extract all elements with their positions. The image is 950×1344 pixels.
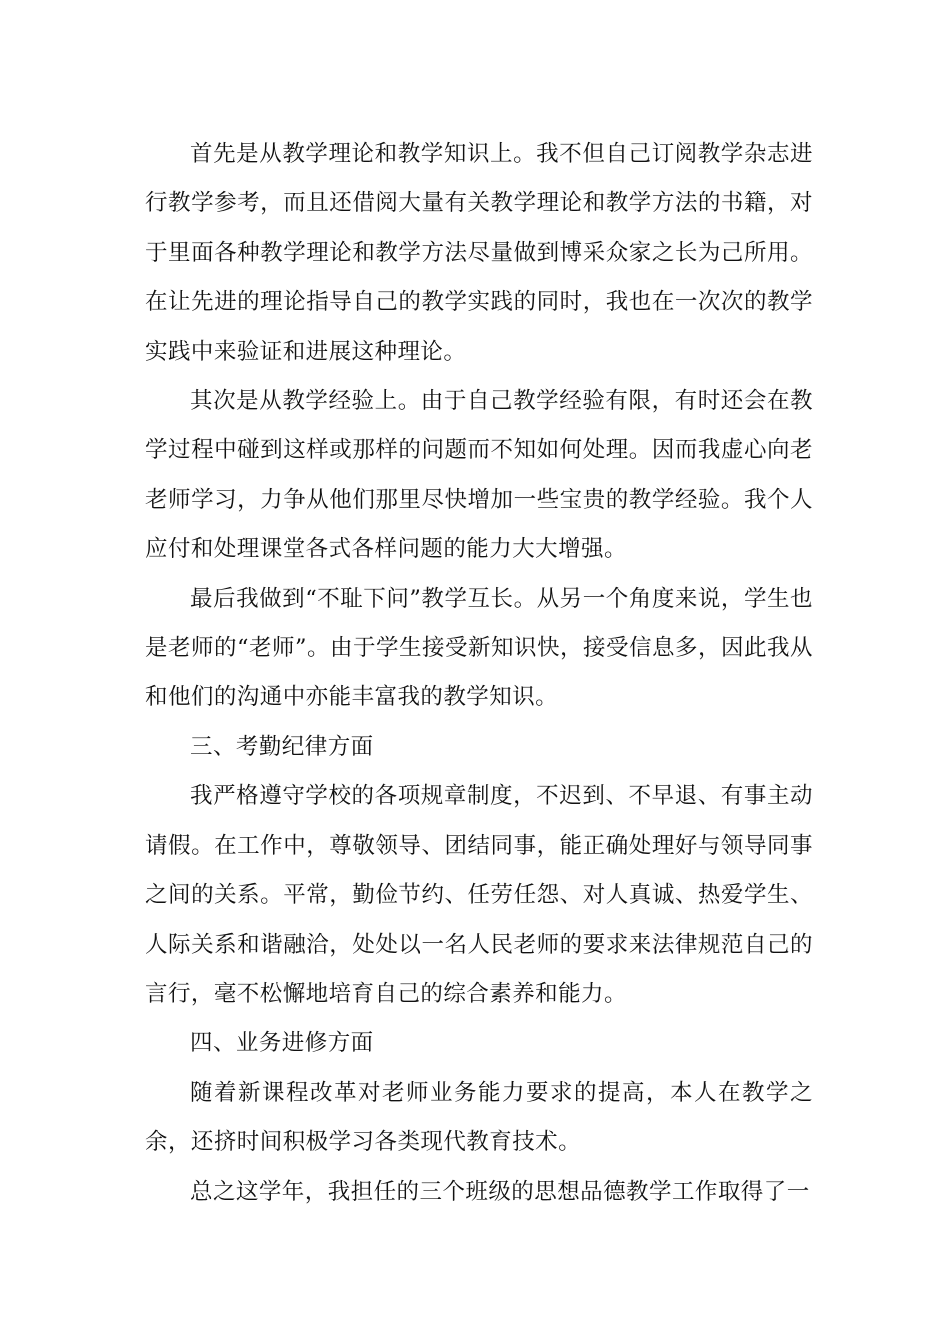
paragraph-professional-study: 随着新课程改革对老师业务能力要求的提高，本人在教学之余，还挤时间积极学习各类现代教育技术。 [145, 1079, 813, 1156]
paragraph-theory-knowledge: 首先是从教学理论和教学知识上。我不但自己订阅教学杂志进行教学参考，而且还借阅大量有关教学理论和教学方法的书籍，对于里面各种教学理论和教学方法尽量做到博采众家之长为己所用。在让先进的理论指导自己的教学实践的同时，我也在一次次的教学实践中来验证和进展这种理论。 [145, 141, 813, 365]
paragraph-summary: 总之这学年，我担任的三个班级的思想品德教学工作取得了一 [190, 1178, 810, 1205]
paragraph-learn-from-students: 最后我做到“不耻下问”教学互长。从另一个角度来说，学生也是老师的“老师”。由于学生接受新知识快，接受信息多，因此我从和他们的沟通中亦能丰富我的教学知识。 [145, 585, 813, 711]
section-heading-professional-study: 四、业务进修方面 [190, 1030, 374, 1057]
paragraph-attendance-discipline: 我严格遵守学校的各项规章制度，不迟到、不早退、有事主动请假。在工作中，尊敬领导、团结同事，能正确处理好与领导同事之间的关系。平常，勤俭节约、任劳任怨、对人真诚、热爱学生、人际关系和谐融洽，处处以一名人民老师的要求来法律规范自己的言行，毫不松懈地培育自己的综合素养和能力。 [145, 783, 813, 1007]
paragraph-teaching-experience: 其次是从教学经验上。由于自己教学经验有限，有时还会在教学过程中碰到这样或那样的问题而不知如何处理。因而我虚心向老老师学习，力争从他们那里尽快增加一些宝贵的教学经验。我个人应付和处理课堂各式各样问题的能力大大增强。 [145, 388, 813, 563]
document-body [145, 130, 813, 1217]
section-heading-attendance: 三、考勤纪律方面 [190, 733, 374, 760]
